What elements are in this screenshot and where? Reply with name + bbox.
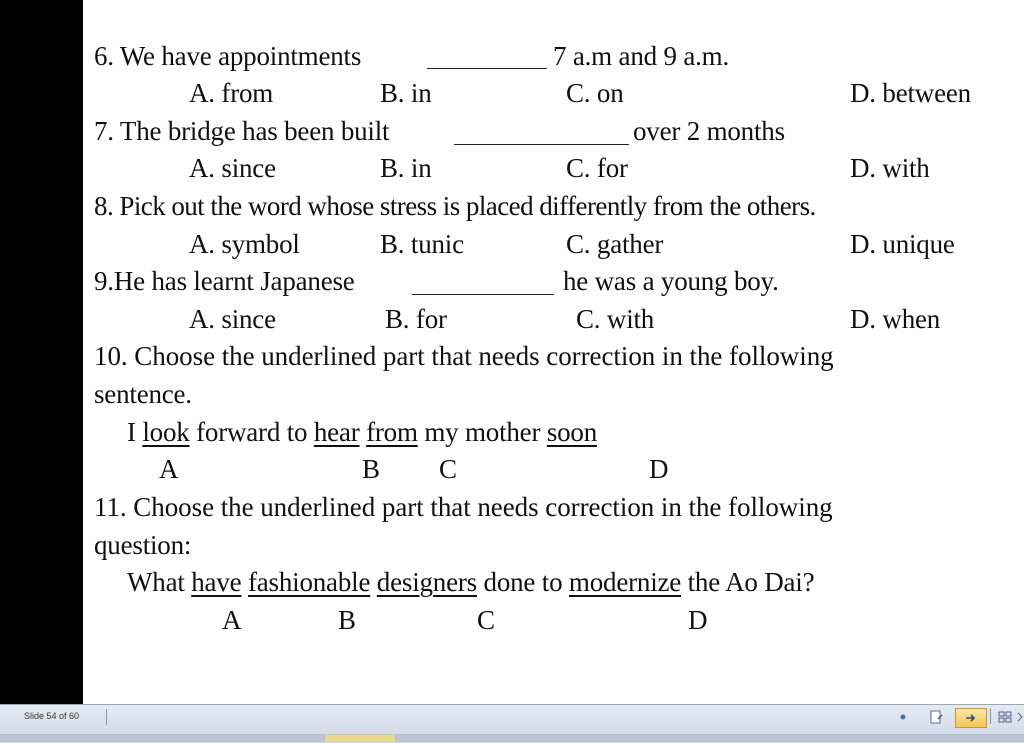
q10-word: I <box>127 417 143 447</box>
q7-text-after: over 2 months <box>633 116 785 146</box>
q10-underlined-c: from <box>366 417 418 447</box>
q11-letter-c: C <box>477 605 496 635</box>
taskbar-strip <box>0 734 1024 742</box>
q7-option-d: D. with <box>850 153 930 183</box>
q10-word: my mother <box>417 417 547 447</box>
spell-check-icon[interactable] <box>896 708 910 726</box>
q8-text: 8. Pick out the word whose stress is placed differently from the others. <box>94 191 816 221</box>
q10-instruction-line1: 10. Choose the underlined part that needs correction in the following <box>94 341 834 371</box>
q6-blank <box>427 68 547 69</box>
q8-option-a: A. symbol <box>189 229 300 259</box>
q10-sentence <box>127 416 597 448</box>
q11-letter-a: A <box>222 605 242 635</box>
q10-letter-c: C <box>439 454 458 484</box>
q7-text-before: 7. The bridge has been built <box>94 116 390 146</box>
q10-letter-a: A <box>159 454 179 484</box>
status-separator <box>990 708 991 724</box>
normal-view-button[interactable] <box>955 708 987 728</box>
q11-word: done to <box>476 567 569 597</box>
q10-letter-d: D <box>649 454 669 484</box>
q11-underlined-b: fashionable <box>247 567 371 597</box>
q9-option-d: D. when <box>850 304 941 334</box>
q9-option-a: A. since <box>189 304 276 334</box>
q8-option-d: D. unique <box>850 229 955 259</box>
q11-underlined-a: have <box>191 567 242 597</box>
q9-text-after: he was a young boy. <box>563 266 779 296</box>
q10-underlined-b: hear <box>313 417 360 447</box>
q11-letter-d: D <box>688 605 708 635</box>
q11-letter-b: B <box>338 605 357 635</box>
q7-option-c: C. for <box>566 153 628 183</box>
notes-icon[interactable] <box>926 708 946 726</box>
q10-instruction-line2: sentence. <box>94 379 192 409</box>
q9-text-before: 9.He has learnt Japanese <box>94 266 355 296</box>
q6-option-d: D. between <box>850 78 971 108</box>
q11-question <box>127 566 814 598</box>
q7-option-b: B. in <box>380 153 432 183</box>
q6-option-b: B. in <box>380 78 432 108</box>
q8-option-b: B. tunic <box>380 229 464 259</box>
q7-option-a: A. since <box>189 153 276 183</box>
q6-text-after: 7 a.m and 9 a.m. <box>553 41 730 71</box>
q9-option-c: C. with <box>576 304 655 334</box>
left-black-margin <box>0 0 83 704</box>
slide-counter: Slide 54 of 60 <box>24 711 80 721</box>
q10-underlined-d: soon <box>546 417 598 447</box>
q8-option-c: C. gather <box>566 229 664 259</box>
q11-word: the Ao Dai? <box>681 567 815 597</box>
status-separator <box>106 709 107 725</box>
q7-blank <box>454 144 629 145</box>
q6-option-c: C. on <box>566 78 624 108</box>
q10-word: forward to <box>189 417 314 447</box>
q9-option-b: B. for <box>385 304 447 334</box>
q10-underlined-a: look <box>142 417 190 447</box>
q11-underlined-c: designers <box>376 567 477 597</box>
q11-instruction-line1: 11. Choose the underlined part that needs correction in the following <box>94 492 833 522</box>
q9-blank <box>412 294 554 295</box>
active-taskbar-tab[interactable] <box>325 735 395 742</box>
slide-canvas <box>83 0 1024 704</box>
q6-option-a: A. from <box>189 78 274 108</box>
scroll-right-icon[interactable] <box>1016 708 1024 726</box>
q11-underlined-d: modernize <box>568 567 682 597</box>
slide-sorter-icon[interactable] <box>996 708 1014 726</box>
q11-instruction-line2: question: <box>94 530 192 560</box>
q6-text-before: 6. We have appointments <box>94 41 362 71</box>
q11-word: What <box>127 567 192 597</box>
q10-letter-b: B <box>362 454 381 484</box>
